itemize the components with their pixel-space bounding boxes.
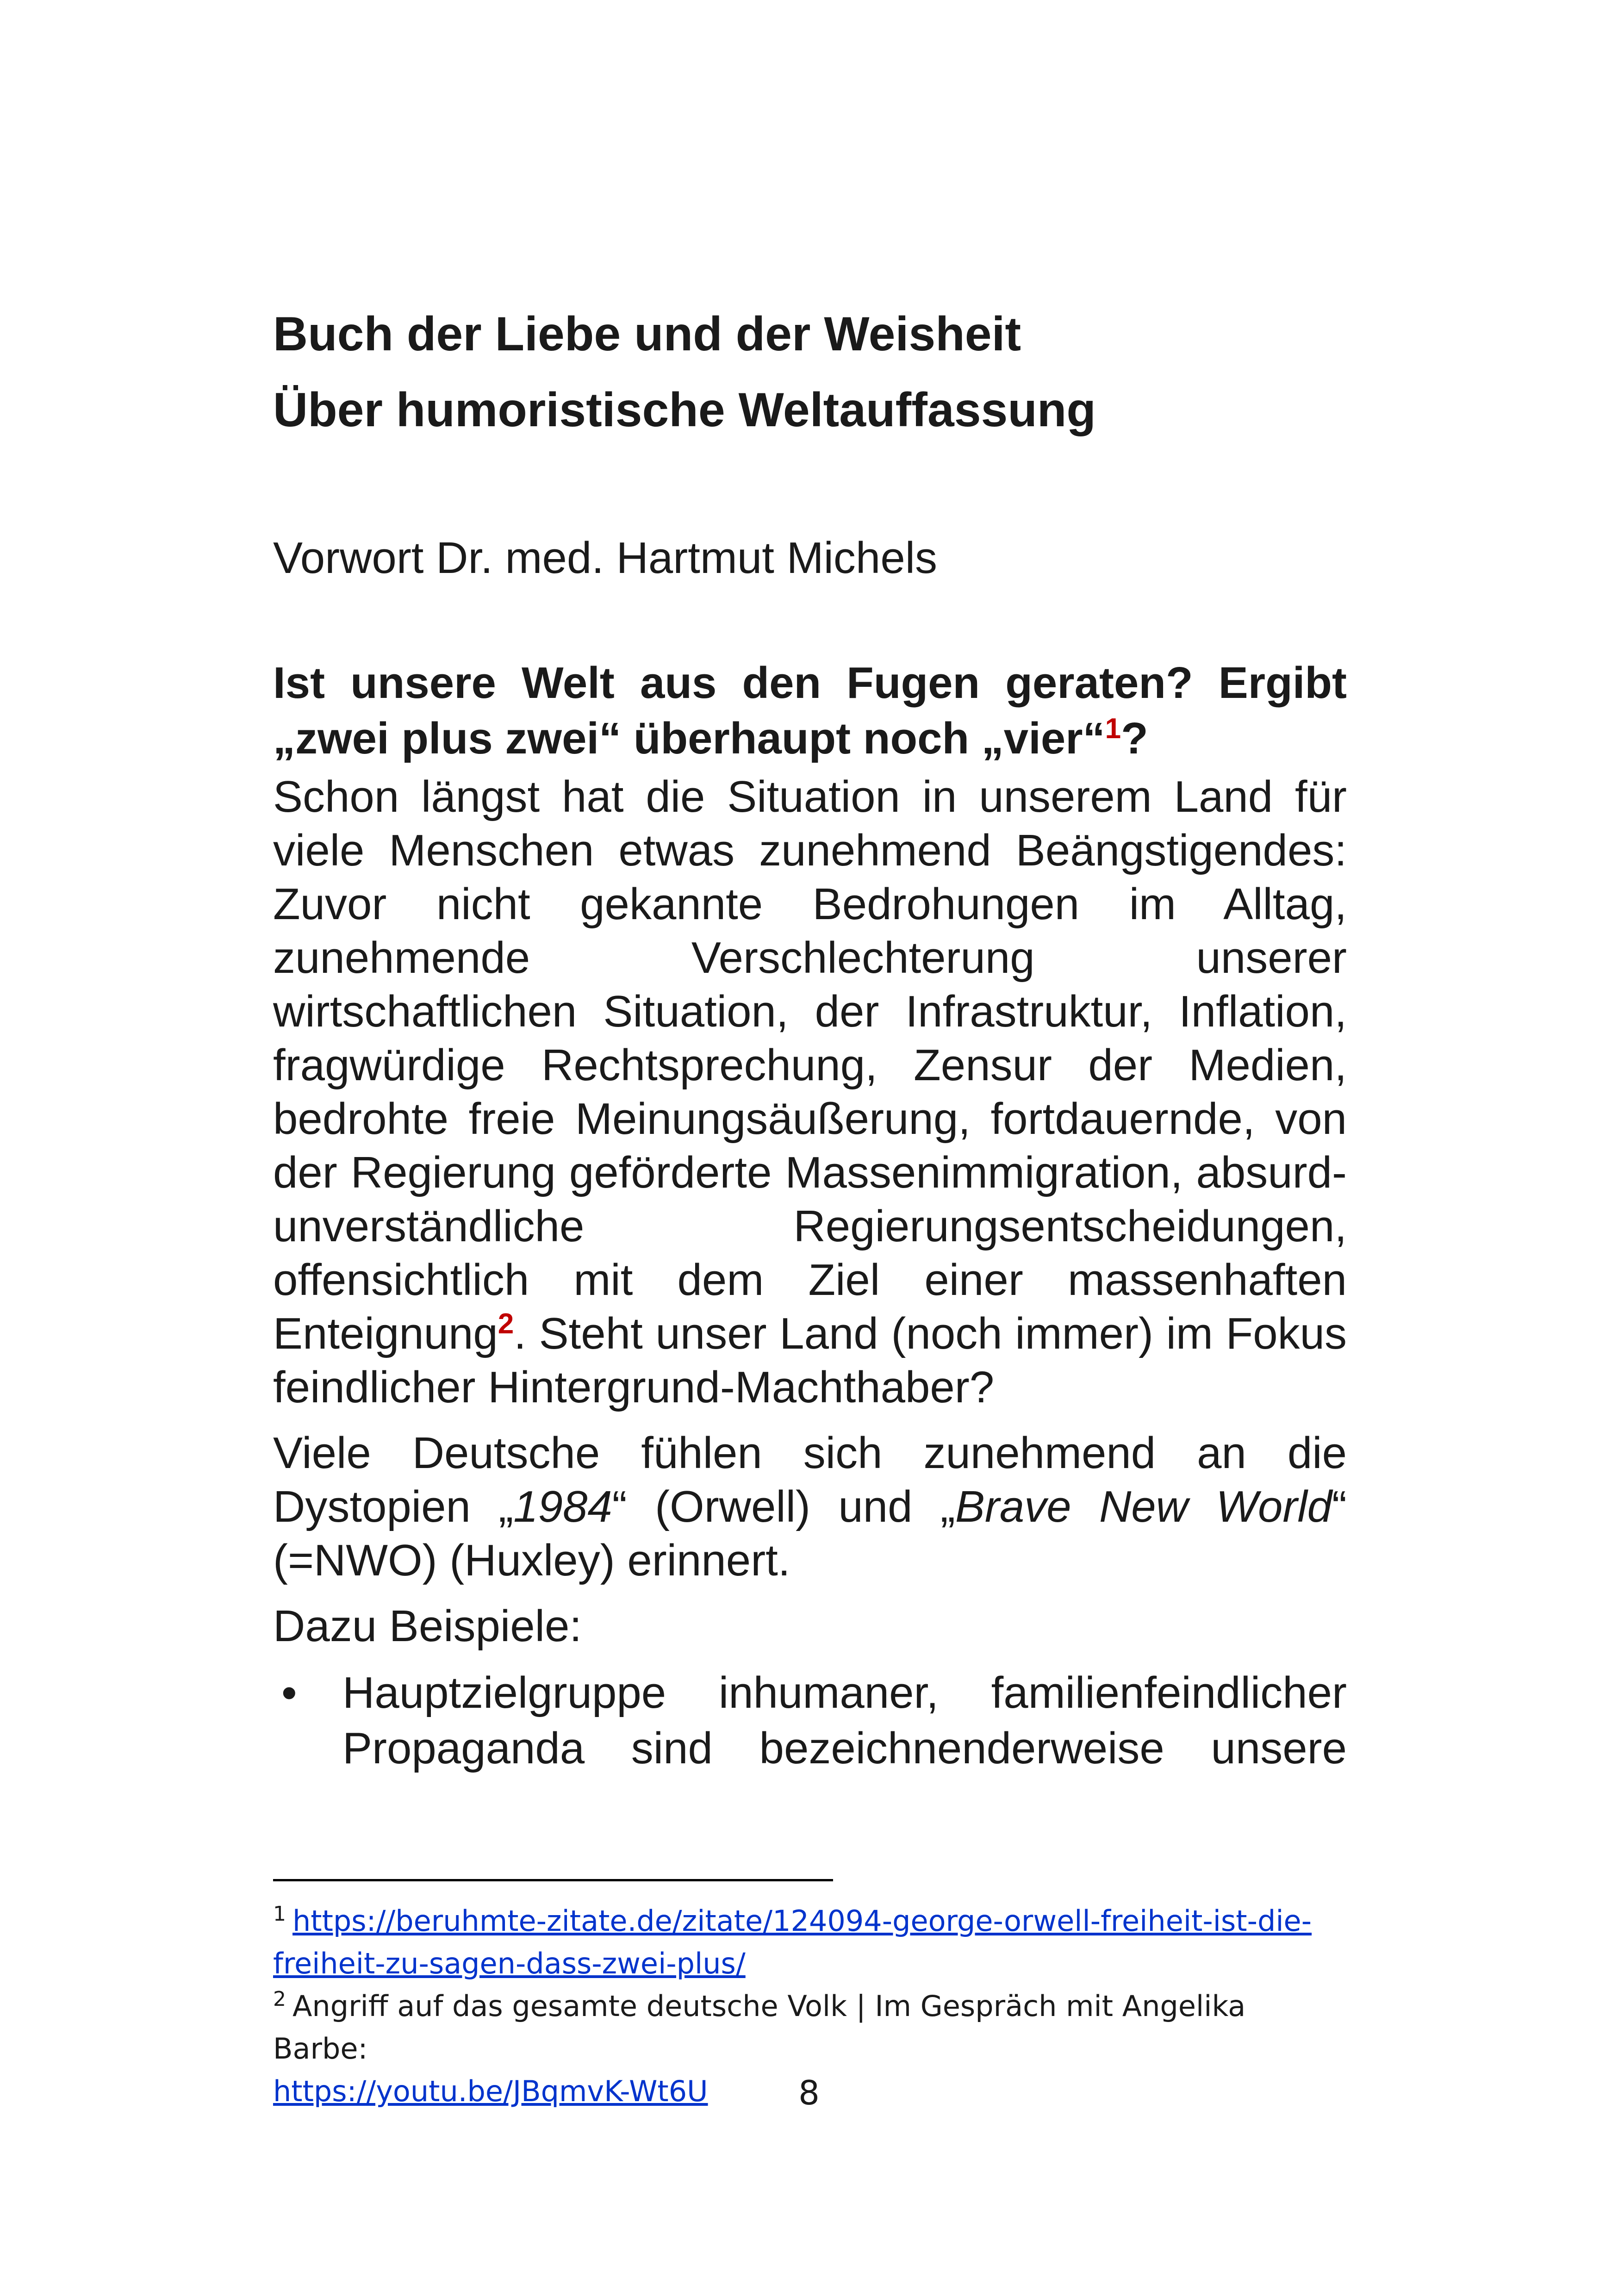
paragraph-1 <box>273 770 1347 1414</box>
list-item <box>273 1665 1347 1776</box>
title-line-2: Über humoristische Weltauffassung <box>273 383 1096 437</box>
paragraph-3: Dazu Beispiele: <box>273 1601 582 1651</box>
question-text: Ist unsere Welt aus den Fugen geraten? Ergibt „zwei plus zwei“ überhaupt noch „vier“ <box>273 658 1347 763</box>
paragraph-2 <box>273 1426 1347 1587</box>
book-title-brave-new-world: Brave New World <box>955 1482 1332 1531</box>
question-end: ? <box>1121 714 1148 763</box>
footnote-separator <box>273 1879 833 1881</box>
example-list <box>273 1665 1347 1776</box>
list-item-text: Hauptzielgruppe inhumaner, familienfeindlicher Propaganda sind bezeichnenderweise unsere <box>342 1668 1347 1773</box>
footnote-ref-1[interactable]: 1 <box>1105 713 1121 745</box>
paragraph-2-text-b: “ (Orwell) und „ <box>612 1482 955 1531</box>
section-question <box>273 655 1347 766</box>
footnote-2-text: Angriff auf das gesamte deutsche Volk | Im Gespräch mit Angelika Barbe: <box>273 1989 1246 2066</box>
footnote-link-2[interactable]: https://youtu.be/JBqmvK-Wt6U <box>273 2074 708 2108</box>
paragraph-1-text: Schon längst hat die Situation in unserem Land für viele Menschen etwas zunehmend Beängstigendes: Zuvor nicht gekannte Bedrohungen im Alltag, zunehmende Verschlechterung unserer wirtschaftlichen Situation, der Infrastruktur, Inflation, fragwürdige Rechtsprechung, Zensur der Medien, bedrohte freie Meinungsäußerung, fortdauernde, von der Regierung geförderte Massenimmigration, absurd-unverständliche Regierungsentscheidungen, offensichtlich mit dem Ziel einer massenhaften Enteignung <box>273 772 1347 1358</box>
book-title-1984: 1984 <box>513 1482 612 1531</box>
bullet-icon: • <box>281 1668 297 1717</box>
page-content <box>273 296 1347 1776</box>
paragraph-1-text-end: . Steht unser Land (noch immer) im Fokus feindlicher Hintergrund-Machthaber? <box>273 1309 1347 1412</box>
footnote-number: 2 <box>273 1987 286 2011</box>
footnote-1 <box>273 1900 1347 1985</box>
footnote-link-1[interactable]: https://beruhmte-zitate.de/zitate/124094-george-orwell-freiheit-ist-die-freiheit-zu-sagen-dass-zwei-plus/ <box>273 1904 1312 1980</box>
paragraph-2-text-c: “ (=NWO) (Huxley) erinnert. <box>273 1482 1347 1585</box>
footnote-ref-2[interactable]: 2 <box>498 1308 514 1340</box>
footnote-number: 1 <box>273 1902 286 1926</box>
page-number: 8 <box>798 2073 820 2112</box>
byline: Vorwort Dr. med. Hartmut Michels <box>273 533 938 583</box>
title-line-1: Buch der Liebe und der Weisheit <box>273 307 1021 361</box>
paragraph-2-text-a: Viele Deutsche fühlen sich zunehmend an die Dystopien „ <box>273 1428 1347 1531</box>
